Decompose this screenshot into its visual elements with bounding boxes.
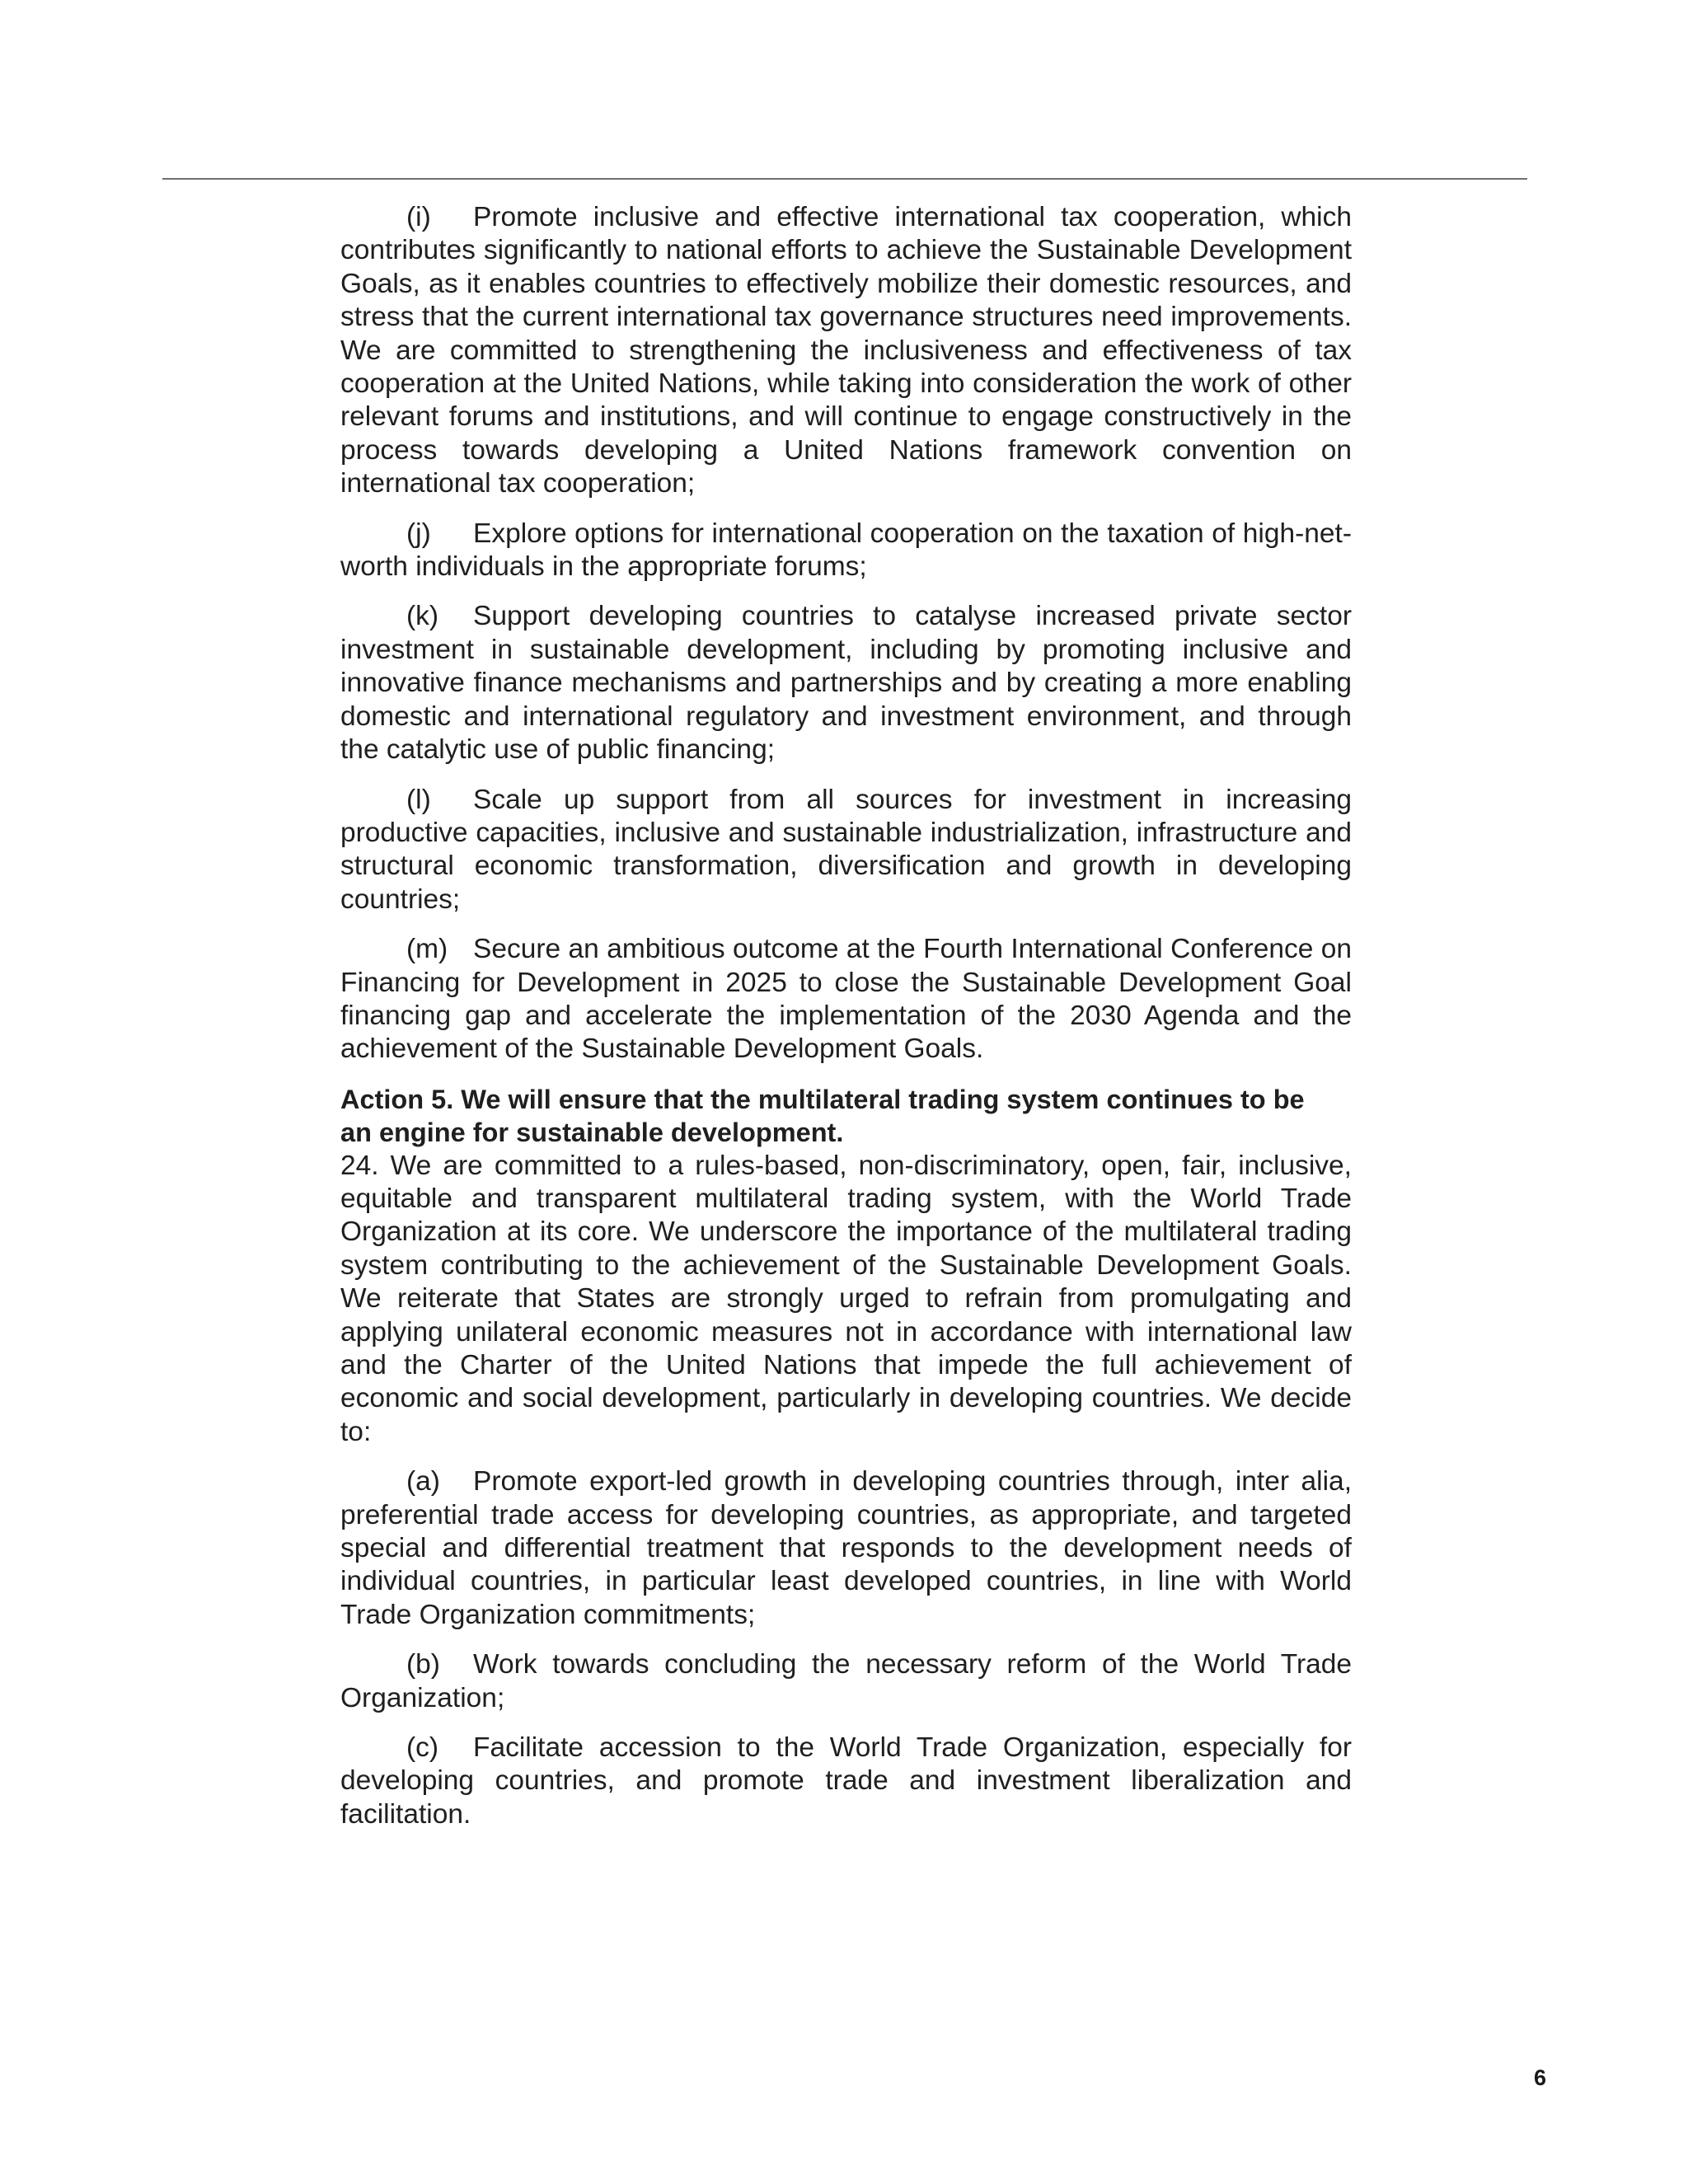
item-text: Explore options for international cooperation on the taxation of high-net-worth individuals in the appropriate forums; <box>340 518 1352 583</box>
item-label: (m) <box>406 934 448 965</box>
list-item-j <box>340 518 1352 584</box>
list-item-b <box>340 1648 1352 1715</box>
item-text: Work towards concluding the necessary reform of the World Trade Organization; <box>340 1649 1352 1713</box>
list-item-l <box>340 784 1352 917</box>
list-item-m <box>340 933 1352 1066</box>
item-text: Secure an ambitious outcome at the Fourth International Conference on Financing for Development in 2025 to close the Sustainable Development Goal financing gap and accelerate the implementation of the 2030 Agenda and the achievement of the Sustainable Development Goals. <box>340 934 1352 1065</box>
item-label: (k) <box>406 601 439 632</box>
list-item-k <box>340 600 1352 766</box>
item-label: (a) <box>406 1466 440 1497</box>
item-label: (b) <box>406 1649 440 1680</box>
action-heading: Action 5. We will ensure that the multilateral trading system continues to be an engine for sustainable development. <box>340 1084 1305 1148</box>
item-label: (i) <box>406 202 431 232</box>
list-item-i <box>340 201 1352 501</box>
list-item-a <box>340 1465 1352 1632</box>
item-label: (l) <box>406 784 431 815</box>
item-text: Support developing countries to catalyse increased private sector investment in sustainable development, including by promoting inclusive and innovative finance mechanisms and partnerships and by creating a more enabling domestic and international regulatory and investment environment, and through the catalytic use of public financing; <box>340 601 1352 766</box>
item-text: Promote export-led growth in developing countries through, inter alia, preferential trade access for developing countries, as appropriate, and targeted special and differential treatment that responds to the development needs of individual countries, in particular least developed countries, in line with World Trade Organization commitments; <box>340 1466 1352 1630</box>
item-label: (j) <box>406 518 431 549</box>
list-item-c <box>340 1732 1352 1831</box>
document-body <box>340 201 1352 1848</box>
item-text: Scale up support from all sources for investment in increasing productive capacities, inclusive and sustainable industrialization, infrastructure and structural economic transformation, diversification and growth in developing countries; <box>340 784 1352 915</box>
header-rule <box>162 178 1527 180</box>
item-text: Facilitate accession to the World Trade Organization, especially for developing countries, and promote trade and investment liberalization and facilitation. <box>340 1732 1352 1830</box>
page-number: 6 <box>1533 2065 1546 2090</box>
paragraph-24: 24. We are committed to a rules-based, non-discriminatory, open, fair, inclusive, equitable and transparent multilateral trading system, with the World Trade Organization at its core. We underscore the importance of the multilateral trading system contributing to the achievement of the Sustainable Development Goals. We reiterate that States are strongly urged to refrain from promulgating and applying unilateral economic measures not in accordance with international law and the Charter of the United Nations that impede the full achievement of economic and social development, particularly in developing countries. We decide to: <box>340 1150 1352 1447</box>
item-text: Promote inclusive and effective international tax cooperation, which contributes significantly to national efforts to achieve the Sustainable Development Goals, as it enables countries to effectively mobilize their domestic resources, and stress that the current international tax governance structures need improvements. We are committed to strengthening the inclusiveness and effectiveness of tax cooperation at the United Nations, while taking into consideration the work of other relevant forums and institutions, and will continue to engage constructively in the process towards developing a United Nations framework convention on international tax cooperation; <box>340 202 1352 499</box>
item-label: (c) <box>406 1732 439 1764</box>
